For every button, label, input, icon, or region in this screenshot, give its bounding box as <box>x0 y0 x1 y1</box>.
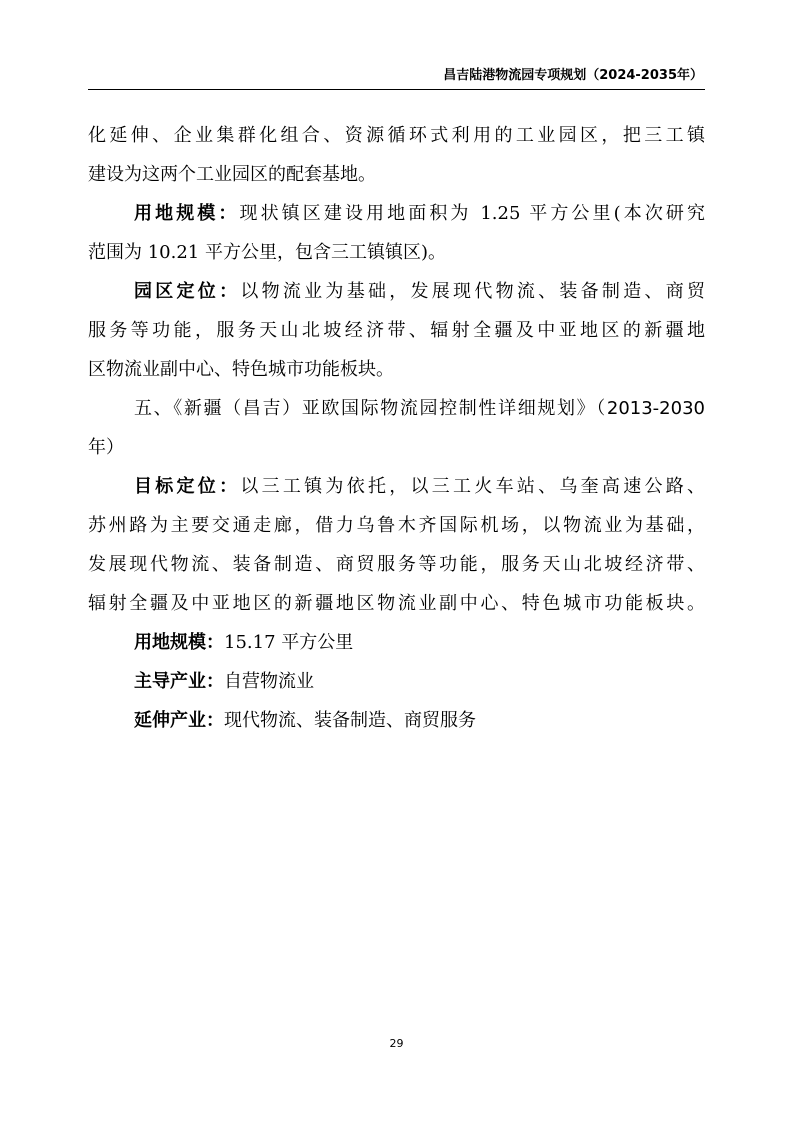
land-scale-line <box>88 194 705 233</box>
extended-industry-label: 延伸产业： <box>134 710 224 731</box>
paragraph-line: 区物流业副中心、特色城市功能板块。 <box>88 359 394 380</box>
land-scale-text: 现状镇区建设用地面积为 1.25 平方公里(本次研究 <box>239 203 705 224</box>
land-scale-label: 用地规模： <box>134 203 240 224</box>
header-title: 昌吉陆港物流园专项规划（2024-2035年） <box>443 68 703 83</box>
goal-positioning-label: 目标定位： <box>134 476 241 497</box>
park-positioning-label: 园区定位： <box>134 281 241 302</box>
paragraph-line: 服务等功能，服务天山北坡经济带、辐射全疆及中亚地区的新疆地 <box>88 320 705 341</box>
paragraph-line: 化延伸、企业集群化组合、资源循环式利用的工业园区，把三工镇 <box>88 125 705 146</box>
goal-positioning-text: 以三工镇为依托，以三工火车站、乌奎高速公路、 <box>240 476 705 497</box>
extended-industry-text: 现代物流、装备制造、商贸服务 <box>224 710 476 731</box>
section-heading: 五、《新疆（昌吉）亚欧国际物流园控制性详细规划》（2013-2030 <box>134 398 705 419</box>
land-scale-2-label: 用地规模： <box>134 632 224 653</box>
land-scale-2-line <box>88 623 705 662</box>
leading-industry-line <box>88 662 705 701</box>
leading-industry-label: 主导产业： <box>134 671 224 692</box>
park-positioning-line <box>88 272 705 311</box>
document-body <box>88 116 705 740</box>
leading-industry-text: 自营物流业 <box>224 671 314 692</box>
paragraph-line: 辐射全疆及中亚地区的新疆地区物流业副中心、特色城市功能板块。 <box>88 593 705 614</box>
paragraph-line: 范围为 10.21 平方公里，包含三工镇镇区)。 <box>88 242 446 263</box>
paragraph-line: 发展现代物流、装备制造、商贸服务等功能，服务天山北坡经济带、 <box>88 554 705 575</box>
paragraph-line: 建设为这两个工业园区的配套基地。 <box>88 164 376 185</box>
paragraph-line: 苏州路为主要交通走廊，借力乌鲁木齐国际机场，以物流业为基础， <box>88 515 705 536</box>
goal-positioning-line <box>88 467 705 506</box>
page-header <box>88 67 705 90</box>
page-number: 29 <box>389 1037 404 1050</box>
extended-industry-line <box>88 701 705 740</box>
section-heading-continuation: 年） <box>88 437 124 458</box>
land-scale-2-text: 15.17 平方公里 <box>224 632 354 653</box>
park-positioning-text: 以物流业为基础，发展现代物流、装备制造、商贸 <box>240 281 705 302</box>
